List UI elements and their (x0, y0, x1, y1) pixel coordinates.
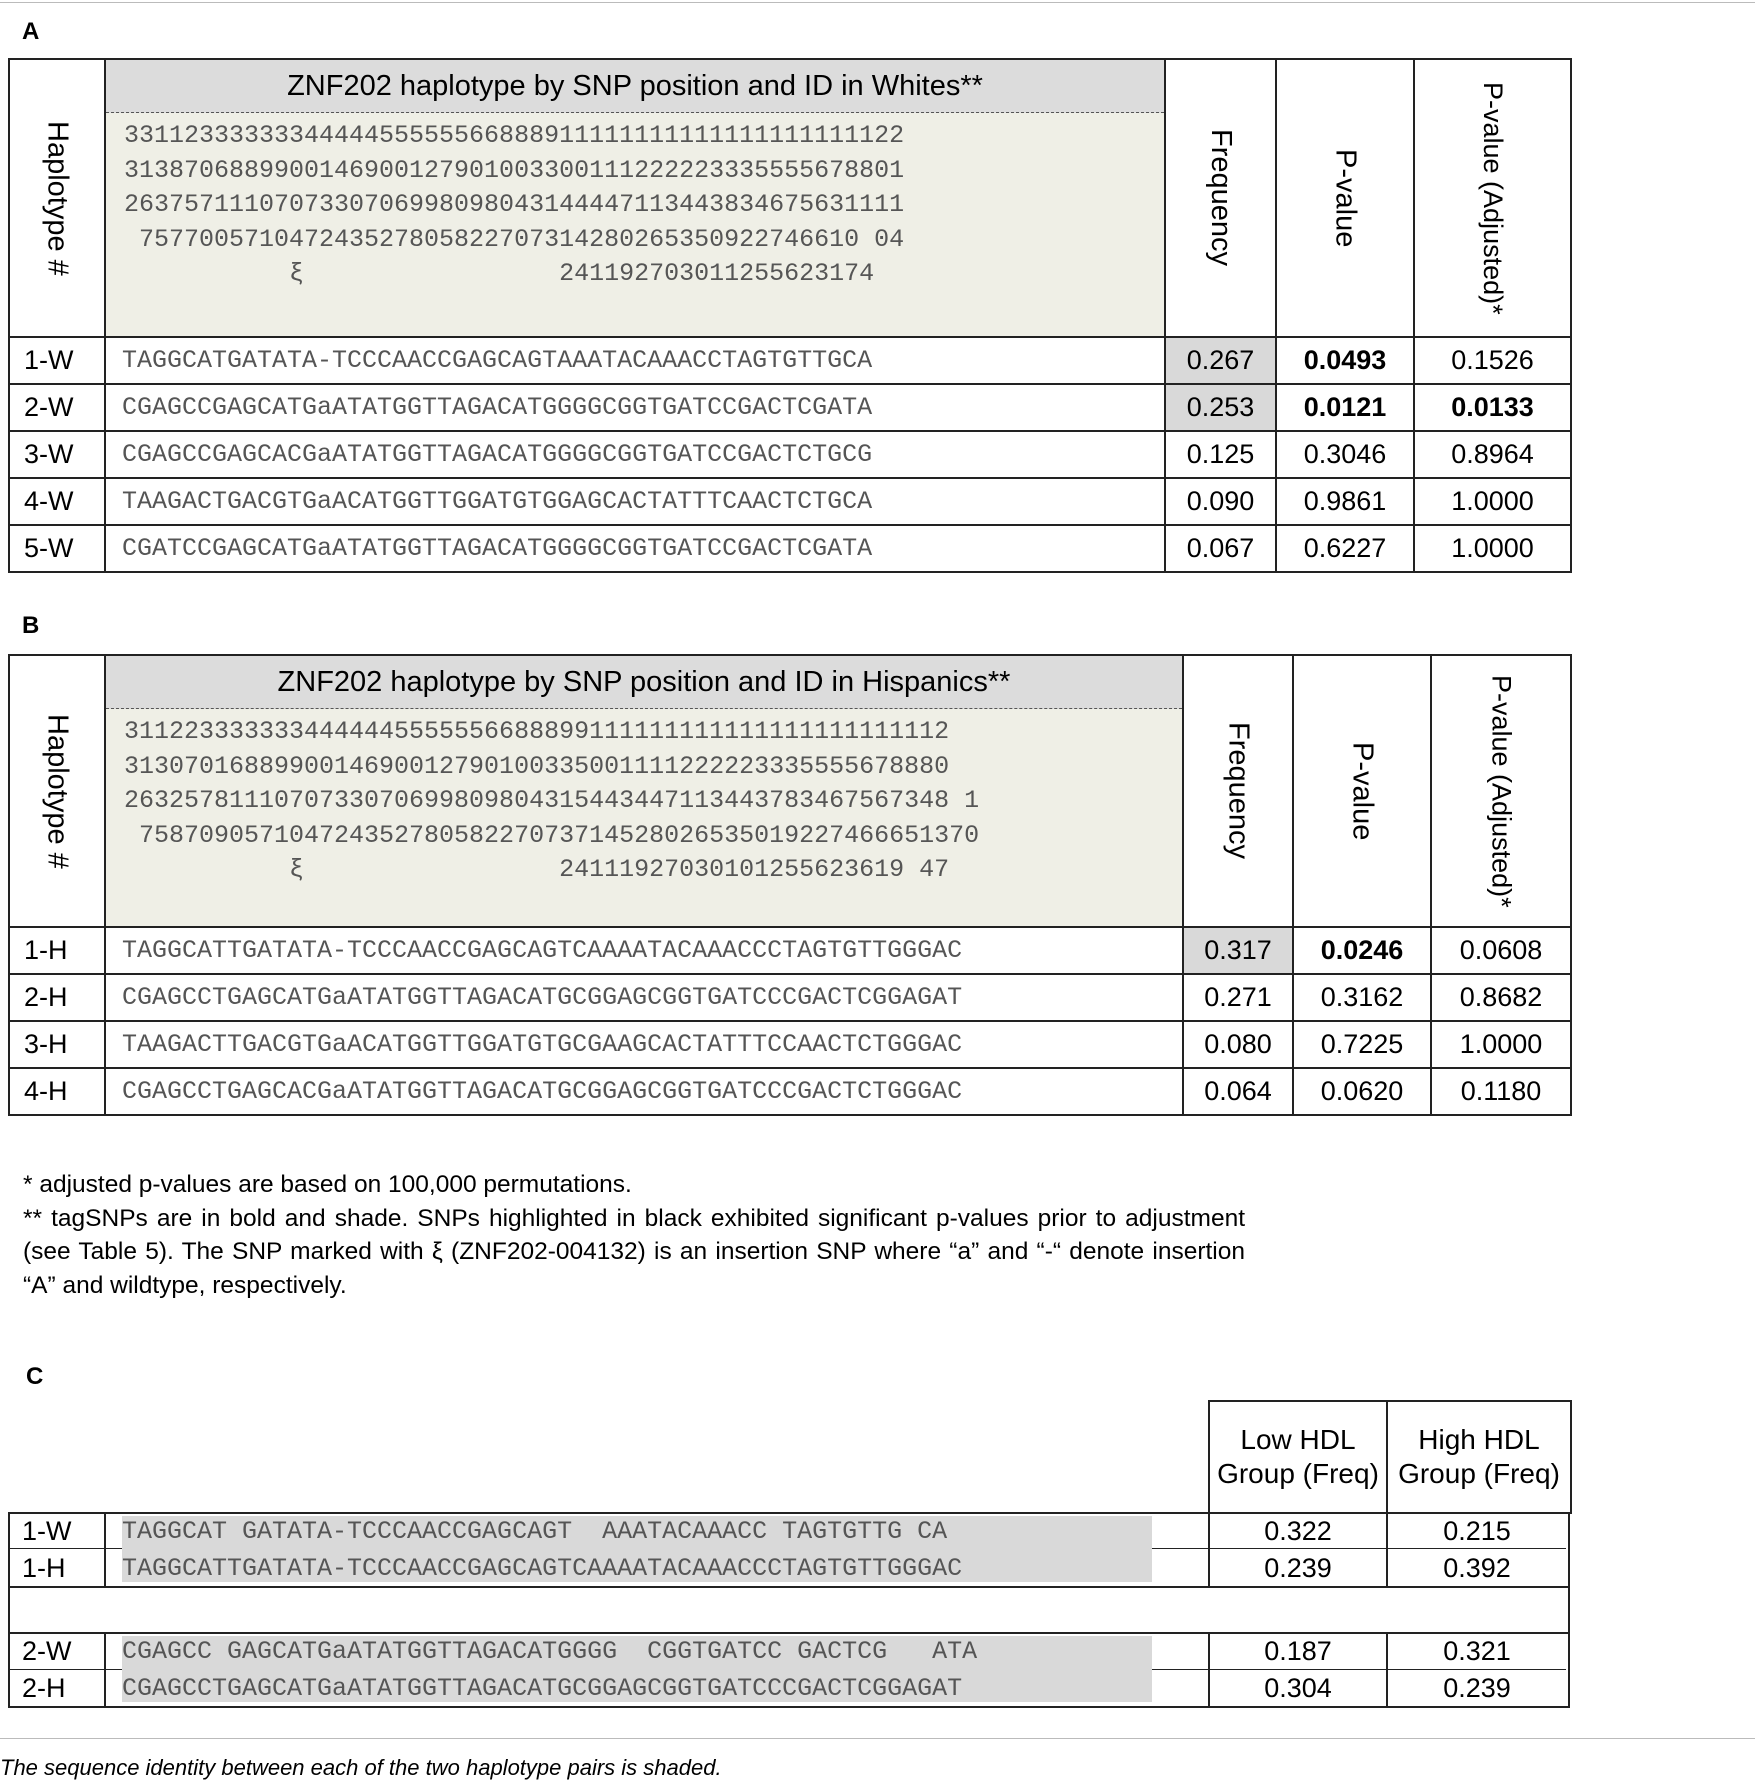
row-label: 2-W (22, 1636, 72, 1666)
table-row: 3-W CGAGCCGAGCACGaATATGGTTAGACATGGGGCGGTGATCCGACTCTGCG 0.125 0.3046 0.8964 (9, 431, 1571, 478)
pvalue-col-header: P-value (1293, 655, 1431, 927)
footnotes (23, 1168, 1245, 1302)
haplotype-sequence: TAGGCAT GATATA-TCCCAACCGAGCAGT AAATACAAACC TAGTGTTG CA (122, 1517, 948, 1546)
haplotype-sequence: TAGGCATTGATATA-TCCCAACCGAGCAGTCAAAATACAAACCCTAGTGTTGGGAC (122, 1554, 963, 1583)
panel-c-spacer (8, 1586, 1570, 1634)
panel-c-col-headers (1208, 1400, 1572, 1514)
panel-c-label: C (26, 1363, 44, 1390)
padj-col-header: P-value (Adjusted)* (1414, 59, 1571, 337)
haplotype-sequence: CGAGCCTGAGCATGaATATGGTTAGACATGCGGAGCGGTGATCCCGACTCGGAGAT (122, 1674, 963, 1703)
table-row: 5-W CGATCCGAGCATGaATATGGTTAGACATGGGGCGGTGATCCGACTCGATA 0.067 0.6227 1.0000 (9, 525, 1571, 572)
high-hdl-value: 0.215 (1443, 1516, 1511, 1546)
panel-b-table (8, 654, 1572, 1116)
table-row: 3-H TAAGACTTGACGTGaACATGGTTGGATGTGCGAAGCACTATTTCCAACTCTGGGAC 0.080 0.7225 1.0000 (9, 1021, 1571, 1068)
haplotype-col-header: Haplotype # (9, 655, 105, 927)
high-hdl-value: 0.321 (1443, 1636, 1511, 1666)
row-label: 1-H (22, 1553, 66, 1583)
low-hdl-value: 0.239 (1264, 1553, 1332, 1583)
haplotype-sequence: CGAGCC GAGCATGaATATGGTTAGACATGGGG CGGTGATCC GACTCG ATA (122, 1637, 978, 1666)
row-label: 1-W (22, 1516, 72, 1546)
high-hdl-header: High HDL Group (Freq) (1387, 1401, 1571, 1513)
panel-b-header-cell (105, 655, 1183, 927)
low-hdl-value: 0.322 (1264, 1516, 1332, 1546)
frequency-col-header: Frequency (1165, 59, 1276, 337)
low-hdl-value: 0.304 (1264, 1673, 1332, 1703)
bottom-rule (0, 1738, 1755, 1739)
figure-caption: The sequence identity between each of the two haplotype pairs is shaded. (0, 1755, 722, 1780)
table-row: 2-H CGAGCCTGAGCATGaATATGGTTAGACATGCGGAGCGGTGATCCCGACTCGGAGAT 0.271 0.3162 0.8682 (9, 974, 1571, 1021)
panel-a-header-cell (105, 59, 1165, 337)
low-hdl-value: 0.187 (1264, 1636, 1332, 1666)
row-label: 2-H (22, 1673, 66, 1703)
footnote-1: * adjusted p-values are based on 100,000 permutations. (23, 1171, 632, 1198)
low-hdl-header: Low HDL Group (Freq) (1209, 1401, 1387, 1513)
panel-b-snp-positions: 3112233333334444445555556688899111111111111111111111112 3130701688990014690012790100335001111222223335555678880 2632578111070733070699809804315443447113443783467567348 1 75870905710472435278058227073714528026535019227466651370 ξ 24111927030101255623619 47 (124, 717, 980, 884)
pvalue-col-header: P-value (1276, 59, 1414, 337)
footnote-2: ** tagSNPs are in bold and shade. SNPs highlighted in black exhibited significant p-values prior to adjustment (see Table 5). The SNP marked with ξ (ZNF202-004132) is an insertion SNP where “a” and “-“ denote insertion “A” and wildtype, respectively. (23, 1204, 1245, 1299)
panel-a-label: A (22, 18, 40, 45)
table-row: 1-W TAGGCATGATATA-TCCCAACCGAGCAGTAAATACAAACCTAGTGTTGCA 0.267 0.0493 0.1526 (9, 337, 1571, 384)
high-hdl-value: 0.392 (1443, 1553, 1511, 1583)
top-rule (0, 2, 1755, 3)
panel-a-title: ZNF202 haplotype by SNP position and ID in Whites** (106, 60, 1164, 113)
panel-a-table (8, 58, 1572, 573)
panel-b-title: ZNF202 haplotype by SNP position and ID in Hispanics** (106, 656, 1182, 709)
panel-a-snp-positions: 3311233333334444455555566888911111111111111111111122 3138706889900146900127901003300111222223335555678801 2637571110707330706998098043144447113443834675631111 757700571047243527805822707314280265350922746610 04 ξ 241192703011255623174 (124, 121, 905, 288)
table-row: 1-H TAGGCATTGATATA-TCCCAACCGAGCAGTCAAAATACAAACCCTAGTGTTGGGAC 0.317 0.0246 0.0608 (9, 927, 1571, 974)
frequency-col-header: Frequency (1183, 655, 1293, 927)
haplotype-col-header: Haplotype # (9, 59, 105, 337)
table-row: 4-W TAAGACTGACGTGaACATGGTTGGATGTGGAGCACTATTTCAACTCTGCA 0.090 0.9861 1.0000 (9, 478, 1571, 525)
panel-b-label: B (22, 612, 40, 639)
table-row: 4-H CGAGCCTGAGCACGaATATGGTTAGACATGCGGAGCGGTGATCCCGACTCTGGGAC 0.064 0.0620 0.1180 (9, 1068, 1571, 1115)
high-hdl-value: 0.239 (1443, 1673, 1511, 1703)
table-row: 2-W CGAGCCGAGCATGaATATGGTTAGACATGGGGCGGTGATCCGACTCGATA 0.253 0.0121 0.0133 (9, 384, 1571, 431)
padj-col-header: P-value (Adjusted)* (1431, 655, 1571, 927)
